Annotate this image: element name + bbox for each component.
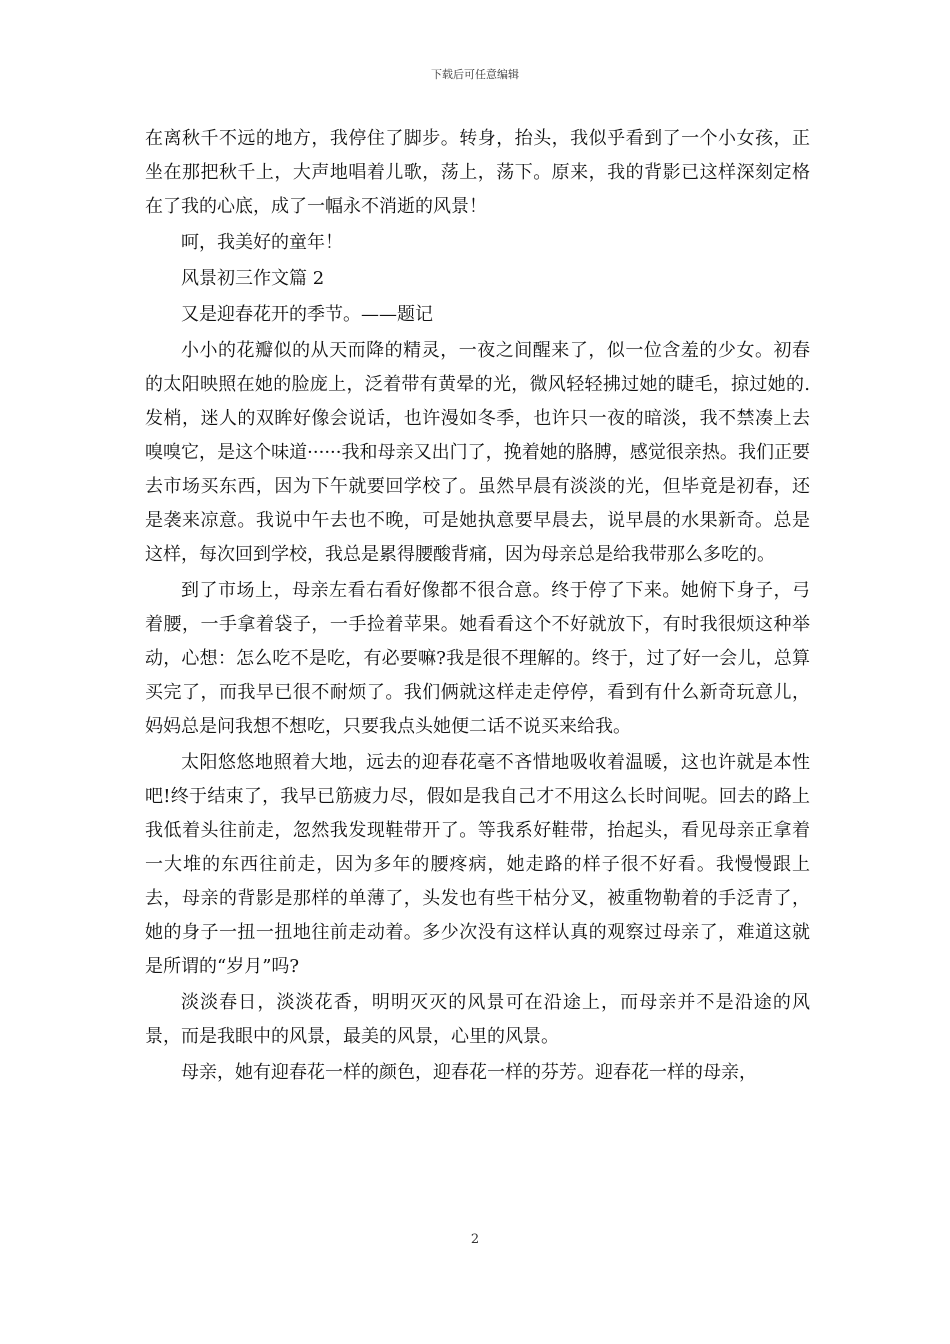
- page-header: 下载后可任意编辑: [431, 68, 519, 81]
- essay-epigraph: 又是迎春花开的季节。——题记: [181, 304, 433, 325]
- document-body: [145, 122, 810, 1092]
- paragraph-childhood-exclaim: 呵，我美好的童年！: [181, 232, 343, 253]
- paragraph-flower-morning: 小小的花瓣似的从天而降的精灵，一夜之间醒来了，似一位含羞的少女。初春的太阳映照在她的脸庞上，泛着带有黄晕的光，微风轻轻拂过她的睫毛，掠过她的.发梢，迷人的双眸好像会说话，也许漫如冬季，也许只一夜的暗淡，我不禁凑上去嗅嗅它，是这个味道······我和母亲又出门了，挽着她的胳膊，感觉很亲热。我们正要去市场买东西，因为下午就要回学校了。虽然早晨有淡淡的光，但毕竟是初春，还是袭来凉意。我说中午去也不晚，可是她执意要早晨去，说早晨的水果新奇。总是这样，每次回到学校，我总是累得腰酸背痛，因为母亲总是给我带那么多吃的。: [145, 340, 810, 565]
- essay-title: 风景初三作文篇 2: [181, 268, 325, 289]
- paragraph-spring-scenery: 淡淡春日，淡淡花香，明明灭灭的风景可在沿途上，而母亲并不是沿途的风景，而是我眼中的风景，最美的风景，心里的风景。: [145, 992, 810, 1047]
- page-number: 2: [470, 1232, 480, 1247]
- paragraph-mother-flower: 母亲，她有迎春花一样的颜色，迎春花一样的芬芳。迎春花一样的母亲，: [181, 1062, 757, 1083]
- paragraph-swing-memory: 在离秋千不远的地方，我停住了脚步。转身，抬头，我似乎看到了一个小女孩，正坐在那把秋千上，大声地唱着儿歌，荡上，荡下。原来，我的背影已这样深刻定格在了我的心底，成了一幅永不消逝的风景！: [145, 128, 810, 217]
- paragraph-mother-back: 太阳悠悠地照着大地，远去的迎春花毫不吝惜地吸收着温暖，这也许就是本性吧!终于结束了，我早已筋疲力尽，假如是我自己才不用这么长时间呢。回去的路上我低着头往前走，忽然我发现鞋带开了。等我系好鞋带，抬起头，看见母亲正拿着一大堆的东西往前走，因为多年的腰疼病，她走路的样子很不好看。我慢慢跟上去，母亲的背影是那样的单薄了，头发也有些干枯分叉，被重物勒着的手泛青了，她的身子一扭一扭地往前走动着。多少次没有这样认真的观察过母亲了，难道这就是所谓的“岁月”吗?: [145, 752, 810, 977]
- paragraph-market: 到了市场上，母亲左看右看好像都不很合意。终于停了下来。她俯下身子，弓着腰，一手拿着袋子，一手捡着苹果。她看看这个不好就放下，有时我很烦这种举动，心想：怎么吃不是吃，有必要嘛?我是很不理解的。终于，过了好一会儿，总算买完了，而我早已很不耐烦了。我们俩就这样走走停停，看到有什么新奇玩意儿，妈妈总是问我想不想吃，只要我点头她便二话不说买来给我。: [145, 580, 810, 737]
